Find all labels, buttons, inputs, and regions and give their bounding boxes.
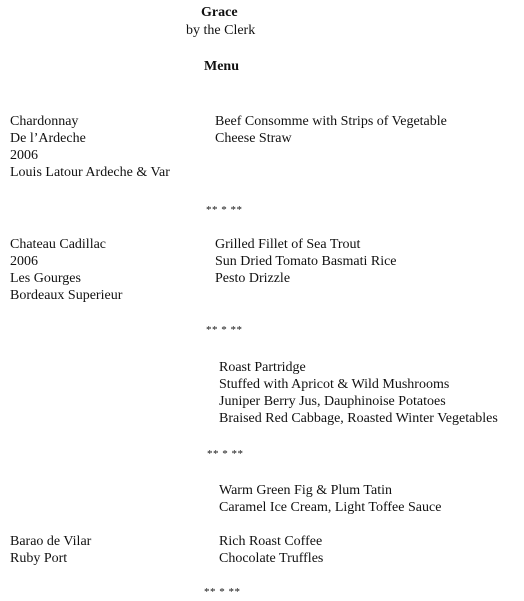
dish-line: Beef Consomme with Strips of Vegetable [215,114,447,129]
wine-line: De l’Ardeche [10,131,86,146]
dish-line: Stuffed with Apricot & Wild Mushrooms [219,377,450,392]
dish-line: Juniper Berry Jus, Dauphinoise Potatoes [219,394,446,409]
course-dishes-5 [219,533,323,567]
course-separator: ** * ** [206,204,243,216]
course-dishes-2 [215,236,397,287]
course-separator: ** * ** [204,586,241,598]
wine-line: 2006 [10,148,38,163]
dish-line: Roast Partridge [219,360,306,375]
wine-pairing-5 [10,533,91,567]
wine-line: Chateau Cadillac [10,237,107,252]
dish-line: Cheese Straw [215,131,292,146]
dish-line: Rich Roast Coffee [219,534,323,549]
wine-line: Bordeaux Superieur [10,288,123,303]
page-subtitle: by the Clerk [186,23,256,38]
dish-line: Pesto Drizzle [215,271,291,286]
dish-line: Braised Red Cabbage, Roasted Winter Vegetables [219,411,498,426]
dish-line: Caramel Ice Cream, Light Toffee Sauce [219,500,442,515]
course-separator: ** * ** [207,448,244,460]
dish-line: Grilled Fillet of Sea Trout [215,237,361,252]
wine-line: Chardonnay [10,114,79,129]
dish-line: Sun Dried Tomato Basmati Rice [215,254,397,269]
wine-line: Barao de Vilar [10,534,92,549]
wine-line: Les Gourges [10,271,81,286]
wine-pairing-2 [10,236,122,304]
wine-pairing-1 [10,113,170,181]
course-dishes-3 [219,359,498,427]
course-dishes-4 [219,482,441,516]
page-title: Grace [201,5,238,20]
wine-line: Louis Latour Ardeche & Var [10,165,170,180]
wine-line: 2006 [10,254,38,269]
wine-line: Ruby Port [10,551,68,566]
course-dishes-1 [215,113,447,147]
dish-line: Chocolate Truffles [219,551,324,566]
dish-line: Warm Green Fig & Plum Tatin [219,483,393,498]
menu-heading: Menu [204,59,239,74]
course-separator: ** * ** [206,324,243,336]
